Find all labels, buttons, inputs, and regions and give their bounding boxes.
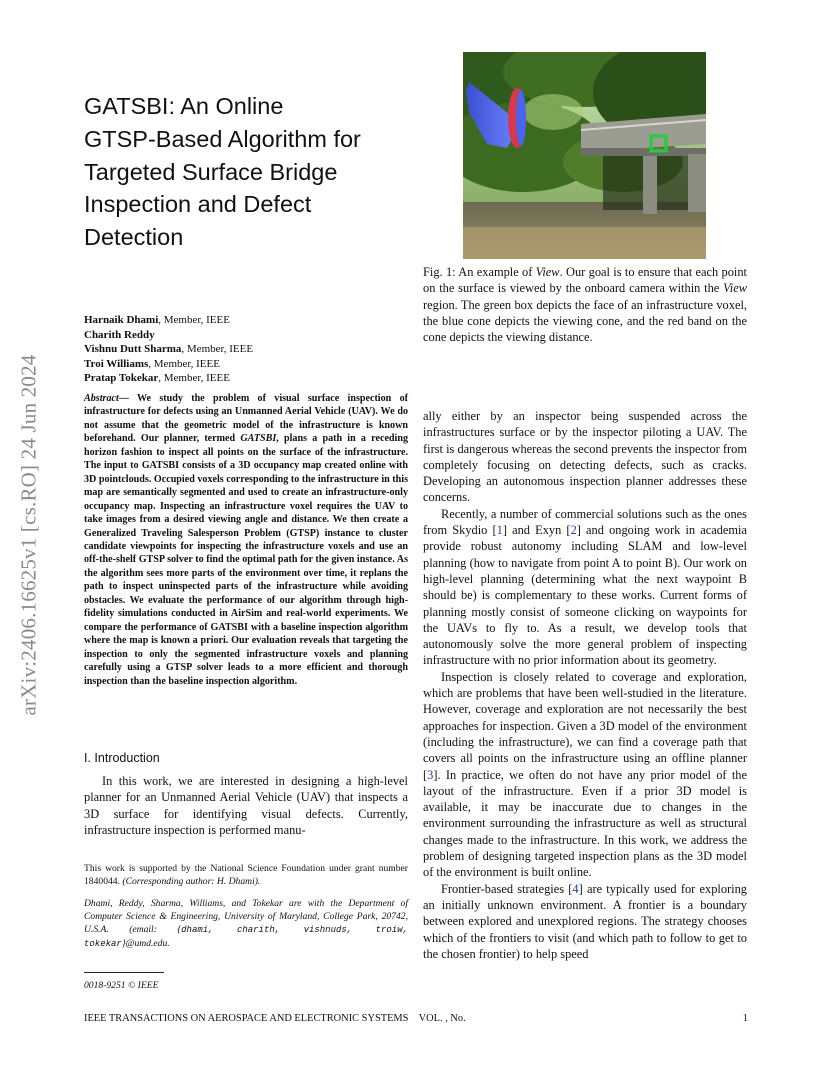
paragraph-text: ] are typically used for exploring an initially unknown environment. A frontier is a boundary between explored and unexplored regions. The strategy chooses which of the frontiers to visit (and which path to follow to get to the chosen frontier) to help speed: [423, 881, 747, 961]
footnote-corresponding: (Corresponding author: H. Dhami).: [122, 876, 261, 887]
paragraph-text: ] and ongoing work in academia provide robust autonomy including SLAM and low-level planning (how to navigate from point A to point B). Our work on high-level planning (determining what the next waypoint B should be) is complementary to these works. Current forms of planning mostly consist of someone clicking on waypoints for the UAVs to fly to. As a result, we develop tools that autonomously solve the more general problem of inspecting infrastructure with no prior information about its geometry.: [423, 523, 747, 668]
paragraph-text: ] and Exyn [: [502, 523, 571, 538]
author-affil: , Member, IEEE: [158, 372, 230, 385]
footnote-domain: }@umd.edu.: [121, 938, 170, 949]
citation-link[interactable]: 1: [496, 523, 503, 538]
footnote-rule: [84, 972, 164, 973]
author-affil: , Member, IEEE: [158, 314, 230, 326]
title-line: Targeted Surface Bridge: [84, 158, 338, 185]
author-name: Troi Williams: [84, 357, 149, 370]
citation-link[interactable]: 2: [570, 523, 577, 538]
paragraph-text: Inspection is closely related to coverage and exploration, which are problems that have been well-studied in the literature. However, coverage and exploration are not necessarily the best approaches for inspection. Given a 3D model of the environment (including the infrastructure), we can find a coverage path that covers all points on the infrastructure using an offline planner [: [423, 669, 747, 782]
citation-link[interactable]: 3: [427, 767, 434, 782]
caption-prefix: Fig. 1: An example of: [423, 265, 536, 279]
section-heading: I. Introduction: [84, 751, 160, 765]
paragraph: [423, 881, 747, 962]
figure-caption: [423, 264, 747, 345]
paragraph: [423, 506, 747, 669]
footnote-affiliation: [84, 897, 408, 951]
author-entry: [84, 328, 414, 343]
author-list: [84, 313, 414, 386]
footnote-emails: dhami, charith, vishnuds, troiw, tokekar: [84, 925, 408, 949]
footnote-support: [84, 862, 408, 888]
caption-view-word: View: [723, 281, 747, 296]
author-entry: [84, 342, 414, 357]
author-entry: [84, 357, 414, 372]
journal-name: IEEE TRANSACTIONS ON AEROSPACE AND ELECTRONIC SYSTEMS VOL. , No.: [84, 1013, 466, 1024]
paragraph-text: ]. In practice, we often do not have any prior model of the layout of the infrastructure. Even if a prior 3D model is available, it may be inaccurate due to changes in the environment surrounding the infrastructure as well as structural changes made to the infrastructure. In this work, we address the problem of designing targeted inspection plans as the 3D model of the environment is built online.: [423, 767, 747, 880]
paragraph: [423, 669, 747, 881]
caption-mid: . Our goal is to ensure that each point on the surface is viewed by the onboard camera within the: [423, 265, 747, 296]
arxiv-stamp-text: arXiv:2406.16625v1 [cs.RO] 24 Jun 2024: [16, 354, 41, 716]
paragraph-text: Recently, a number of commercial solutions such as the ones from Skydio [: [423, 506, 747, 538]
paragraph-text: Frontier-based strategies [: [441, 881, 573, 896]
page-footer: [84, 1013, 748, 1024]
footnote-support-text: This work is supported by the National Science Foundation under grant number 1840044.: [84, 863, 408, 887]
author-affil: , Member, IEEE: [148, 357, 220, 370]
author-entry: [84, 313, 414, 328]
author-name: Harnaik Dhami: [84, 314, 159, 326]
copyright-line: 0018-9251 © IEEE: [84, 980, 159, 991]
caption-math: View: [535, 265, 560, 279]
abstract-text-1: — We study the problem of visual surface inspection of infrastructure for defects using an Unmanned Aerial Vehicle (UAV). We do not assume that the geometric model of the infrastructure is known beforehand. Our planner, termed: [84, 393, 408, 445]
abstract: [84, 392, 408, 688]
author-name: Charith Reddy: [84, 328, 155, 341]
right-column-body: [423, 408, 747, 962]
paragraph: ally either by an inspector being suspended across the infrastructures surface or by the inspector piloting a UAV. The first is dangerous whereas the second prevents the inspector from completely focusing on detecting defects, such as cracks. Developing an autonomous inspection planner addresses these concerns.: [423, 409, 747, 505]
title-line: Inspection and Defect: [84, 191, 312, 218]
page-number: 1: [742, 1013, 748, 1024]
caption-rest: region. The green box depicts the face of an infrastructure voxel, the blue cone depicts the viewing cone, and the red band on the cone depicts the viewing distance.: [423, 297, 747, 345]
arxiv-stamp: [14, 354, 44, 716]
author-affil: , Member, IEEE: [181, 343, 254, 356]
bridge-inspection-image: [463, 52, 706, 259]
footnote-affil-text: Dhami, Reddy, Sharma, Williams, and Tokekar are with the Department of Computer Science & Engineering, University of Maryland, College Park, 20742, U.S.A. (email: {: [84, 898, 408, 935]
title-line: GTSP-Based Algorithm for: [84, 125, 361, 152]
title-line: GATSBI: An Online: [84, 93, 284, 119]
author-entry: [84, 371, 414, 386]
abstract-text-2: , plans a path in a receding horizon fashion to inspect all points on the surface of the infrastructure. The input to GATSBI consists of a 3D occupancy map created online with 3D pointclouds. Occupied voxels corresponding to the infrastructure in this map are semantically segmented and used to create an infrastructure-only occupancy map. Inspecting an infrastructure voxel requires the UAV to take images from a desired viewing angle and distance. We then create a Generalized Traveling Salesperson Problem (GTSP) instance to cluster candidate viewpoints for inspecting the infrastructure voxels and use an off-the-shelf GTSP solver to find the optimal path for the given instance. As the algorithm sees more parts of the environment over time, it replans the path to inspect uninspected parts of the infrastructure while avoiding obstacles. We evaluate the performance of our algorithm through high-fidelity simulations conducted in AirSim and real-world experiments. We compare the performance of GATSBI with a baseline inspection algorithm where the map is known a priori. Our evaluation reveals that targeting the inspection to only the segmented infrastructure voxels and planning carefully using a GTSP solver leads to a more efficient and thorough inspection than the baseline inspection algorithm.: [84, 433, 408, 687]
intro-paragraph: In this work, we are interested in designing a high-level planner for an Unmanned Aerial Vehicle (UAV) that inspects a 3D surface for identifying visual defects. Currently, infrastructure inspection is performed manu-: [84, 774, 408, 837]
title-line: Detection: [84, 224, 184, 251]
planner-name: GATSBI: [240, 433, 277, 445]
figure-bridge-photo: [463, 52, 706, 259]
author-name: Pratap Tokekar: [84, 372, 159, 385]
citation-link[interactable]: 4: [572, 881, 579, 896]
paper-title: [84, 90, 414, 254]
author-name: Vishnu Dutt Sharma: [84, 343, 182, 356]
abstract-label: Abstract: [84, 393, 119, 404]
